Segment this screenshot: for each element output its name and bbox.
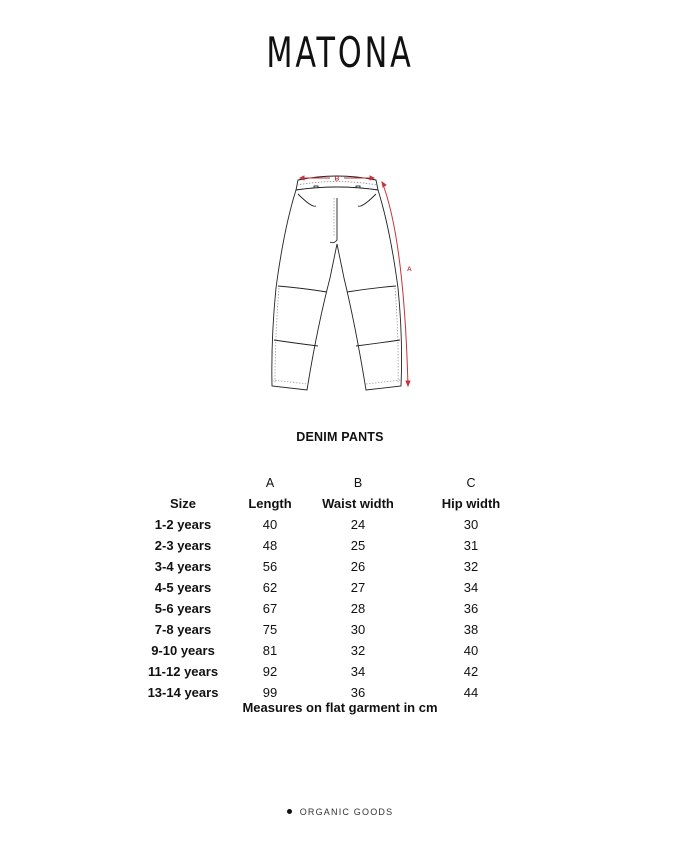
size-cell: 2-3 years	[154, 538, 212, 553]
waist-cell: 26	[350, 559, 366, 574]
waist-cell: 25	[350, 538, 366, 553]
size-cell: 1-2 years	[154, 517, 212, 532]
header-hip: Hip width	[441, 496, 501, 511]
hip-cell: 44	[463, 685, 479, 700]
length-cell: 56	[262, 559, 278, 574]
length-cell: 40	[262, 517, 278, 532]
hip-cell: 42	[463, 664, 479, 679]
brand-logo: MATONA	[266, 28, 414, 77]
size-cell: 5-6 years	[154, 601, 212, 616]
waist-cell: 24	[350, 517, 366, 532]
size-cell: 13-14 years	[147, 685, 219, 700]
table-header	[140, 493, 540, 514]
waist-cell: 30	[350, 622, 366, 637]
bullet-icon	[287, 809, 292, 814]
header-waist: Waist width	[322, 496, 394, 511]
table-row	[140, 661, 540, 682]
size-cell: 3-4 years	[154, 559, 212, 574]
length-cell: 75	[262, 622, 278, 637]
size-cell: 9-10 years	[151, 643, 215, 658]
measure-letter-row	[140, 472, 540, 493]
length-cell: 62	[262, 580, 278, 595]
length-cell: 81	[262, 643, 278, 658]
letter-length: A	[265, 475, 275, 490]
letter-hip: C	[466, 475, 476, 490]
table-row	[140, 556, 540, 577]
length-cell: 48	[262, 538, 278, 553]
size-cell: 4-5 years	[154, 580, 212, 595]
table-row	[140, 598, 540, 619]
product-title: DENIM PANTS	[296, 430, 384, 444]
hip-cell: 34	[463, 580, 479, 595]
pants-illustration	[262, 168, 422, 394]
header-size: Size	[169, 496, 196, 511]
size-cell: 11-12 years	[147, 664, 219, 679]
measurement-note: Measures on flat garment in cm	[242, 700, 438, 715]
hip-cell: 32	[463, 559, 479, 574]
waist-cell: 27	[350, 580, 366, 595]
length-cell: 92	[262, 664, 278, 679]
table-row	[140, 640, 540, 661]
table-row	[140, 535, 540, 556]
header-length: Length	[248, 496, 292, 511]
waist-cell: 32	[350, 643, 366, 658]
size-cell: 7-8 years	[154, 622, 212, 637]
hip-cell: 30	[463, 517, 479, 532]
size-table	[140, 472, 540, 703]
hip-cell: 38	[463, 622, 479, 637]
svg-text:A: A	[407, 266, 412, 273]
table-row	[140, 577, 540, 598]
footer	[0, 807, 680, 817]
table-row	[140, 619, 540, 640]
hip-cell: 31	[463, 538, 479, 553]
length-cell: 99	[262, 685, 278, 700]
footer-tagline: ORGANIC GOODS	[299, 807, 394, 817]
waist-cell: 36	[350, 685, 366, 700]
length-cell: 67	[262, 601, 278, 616]
hip-cell: 40	[463, 643, 479, 658]
letter-waist: B	[353, 475, 363, 490]
hip-cell: 36	[463, 601, 479, 616]
waist-cell: 28	[350, 601, 366, 616]
table-row	[140, 514, 540, 535]
svg-text:B: B	[334, 175, 340, 183]
waist-cell: 34	[350, 664, 366, 679]
